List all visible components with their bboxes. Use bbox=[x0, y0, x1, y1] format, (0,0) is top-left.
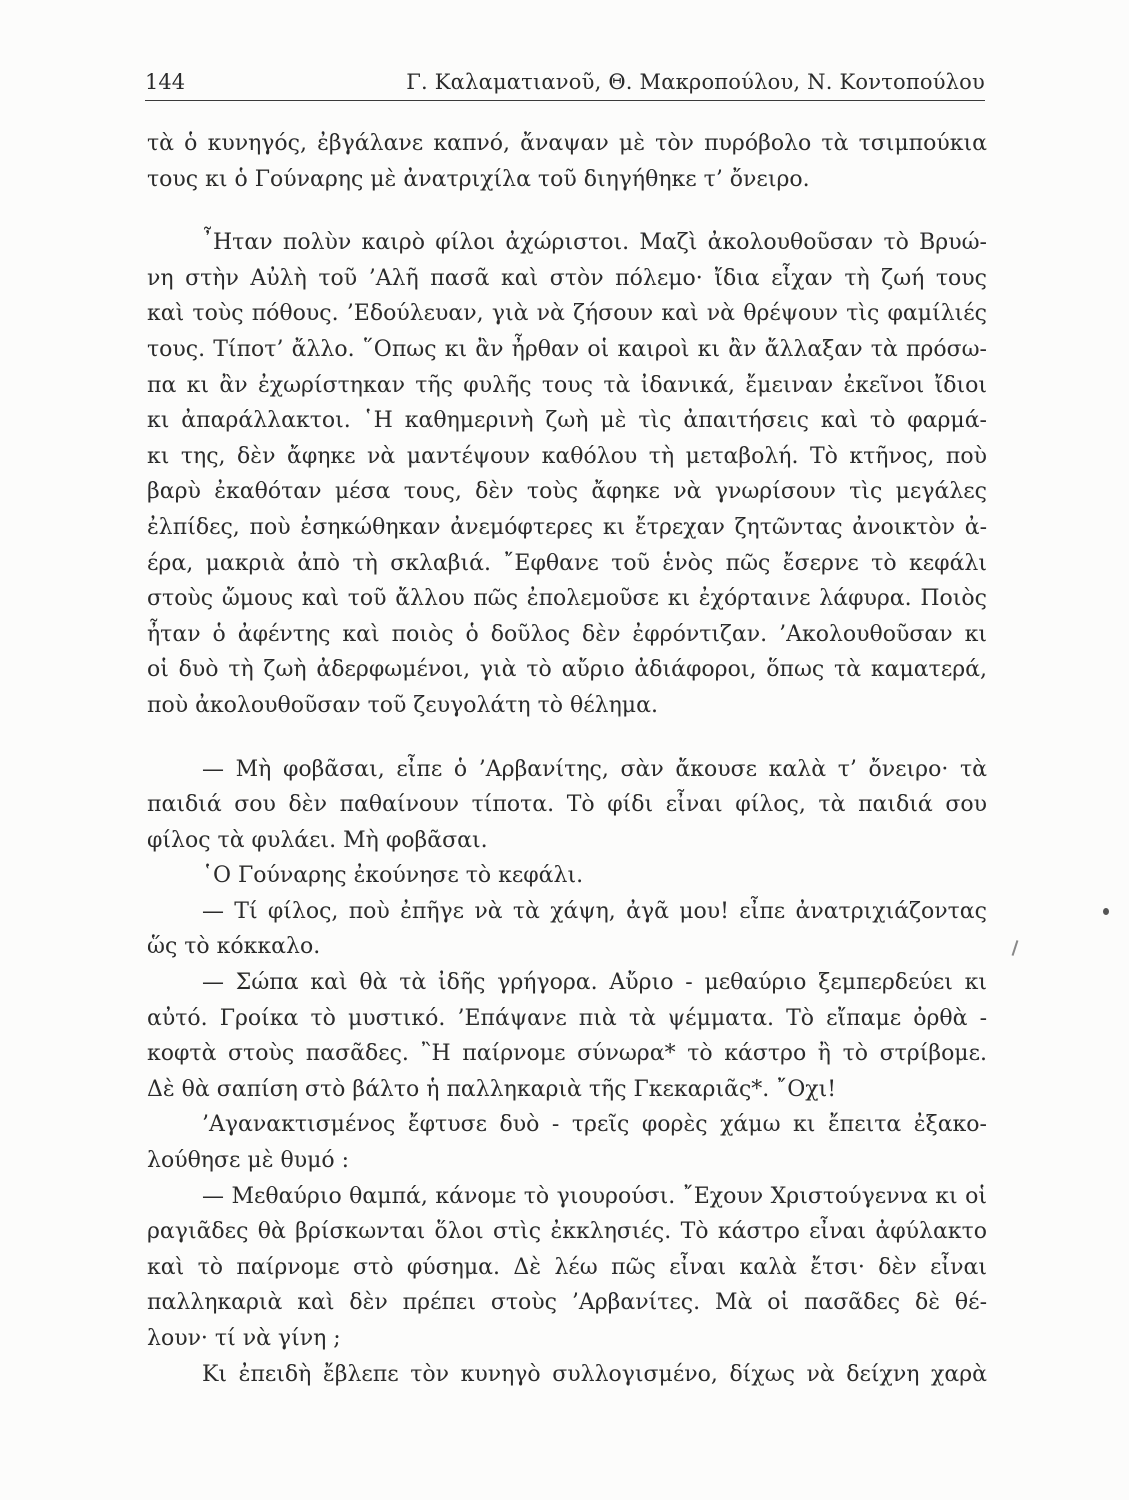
text-line: καὶ τοὺς πόθους. ’Εδούλευαν, γιὰ νὰ ζήσουν καὶ νὰ θρέψουν τὶς φαμίλιές bbox=[147, 301, 987, 327]
text-line: κι της, δὲν ἄφηκε νὰ μαντέψουν καθόλου τὴ μεταβολή. Τὸ κτῆνος, ποὺ bbox=[147, 443, 987, 469]
text-line: έρα, μακριὰ ἀπὸ τὴ σκλαβιά. ῎Εφθανε τοῦ ἑνὸς πῶς ἔσερνε τὸ κεφάλι bbox=[147, 550, 987, 576]
text-line: τους κι ὁ Γούναρης μὲ ἀνατριχίλα τοῦ διηγήθηκε τ’ ὄνειρο. bbox=[147, 166, 810, 192]
text-line: παλληκαριὰ καὶ δὲν πρέπει στοὺς ’Αρβανίτες. Μὰ οἱ πασᾶδες δὲ θέ- bbox=[147, 1290, 987, 1316]
scan-speck bbox=[1103, 908, 1109, 915]
text-line: αὐτό. Γροίκα τὸ μυστικό. ’Επάψανε πιὰ τὰ ψέμματα. Τὸ εἴπαμε ὀρθὰ - bbox=[147, 1005, 987, 1031]
text-line: στοὺς ὤμους καὶ τοῦ ἄλλου πῶς ἐπολεμοῦσε κι ἐχόρταινε λάφυρα. Ποιὸς bbox=[147, 586, 987, 612]
text-line: νη στὴν Αὐλὴ τοῦ ’Αλῆ πασᾶ καὶ στὸν πόλεμο· ἴδια εἶχαν τὴ ζωή τους bbox=[147, 265, 987, 291]
text-line: κι ἀπαράλλακτοι. ῾Η καθημερινὴ ζωὴ μὲ τὶς ἀπαιτήσεις καὶ τὸ φαρμά- bbox=[147, 408, 987, 434]
text-line: ’Αγανακτισμένος ἔφτυσε δυὸ - τρεῖς φορὲς χάμω κι ἔπειτα ἐξακο- bbox=[202, 1112, 987, 1138]
page-header bbox=[145, 66, 985, 101]
text-line: ὥς τὸ κόκκαλο. bbox=[147, 934, 321, 960]
text-line: παιδιά σου δὲν παθαίνουν τίποτα. Τὸ φίδι εἶναι φίλος, τὰ παιδιά σου bbox=[147, 792, 987, 818]
text-line: Κι ἐπειδὴ ἔβλεπε τὸν κυνηγὸ συλλογισμένο, δίχως νὰ δείχνη χαρὰ bbox=[202, 1361, 987, 1387]
text-line: λουν· τί νὰ γίνη ; bbox=[147, 1326, 341, 1351]
text-line: πα κι ἂν ἐχωρίστηκαν τῆς φυλῆς τους τὰ ἰδανικά, ἔμειναν ἐκεῖνοι ἴδιοι bbox=[147, 372, 987, 398]
text-line: ῾Ο Γούναρης ἐκούνησε τὸ κεφάλι. bbox=[202, 863, 584, 889]
text-line: — Σώπα καὶ θὰ τὰ ἰδῆς γρήγορα. Αὔριο - μεθαύριο ξεμπερδεύει κι bbox=[202, 970, 987, 996]
body-text bbox=[147, 126, 987, 1392]
text-line: ραγιᾶδες θὰ βρίσκωνται ὅλοι στὶς ἐκκλησιές. Τὸ κάστρο εἶναι ἀφύλακτο bbox=[147, 1219, 987, 1245]
text-line: — Τί φίλος, ποὺ ἐπῆγε νὰ τὰ χάψη, ἀγᾶ μου! εἶπε ἀνατριχιάζοντας bbox=[202, 898, 987, 924]
text-line: ποὺ ἀκολουθοῦσαν τοῦ ζευγολάτη τὸ θέλημα. bbox=[147, 692, 658, 718]
text-line: λούθησε μὲ θυμό : bbox=[147, 1148, 350, 1174]
text-line: οἱ δυὸ τὴ ζωὴ ἀδερφωμένοι, γιὰ τὸ αὔριο ἀδιάφοροι, ὅπως τὰ καματερά, bbox=[147, 657, 987, 683]
running-head: Γ. Καλαματιανοῦ, Θ. Μακροπούλου, Ν. Κοντοπούλου bbox=[406, 70, 985, 94]
text-line: τὰ ὁ κυνηγός, ἐβγάλανε καπνό, ἄναψαν μὲ τὸν πυρόβολο τὰ τσιμπούκια bbox=[147, 131, 987, 156]
text-line: ἐλπίδες, ποὺ ἐσηκώθηκαν ἀνεμόφτερες κι ἔτρεχαν ζητῶντας ἀνοικτὸν ἀ- bbox=[147, 514, 987, 540]
text-line: ἦταν ὁ ἀφέντης καὶ ποιὸς ὁ δοῦλος δὲν ἐφρόντιζαν. ’Ακολουθοῦσαν κι bbox=[147, 621, 987, 647]
text-line: Δὲ θὰ σαπίση στὸ βάλτο ἡ παλληκαριὰ τῆς Γκεκαριᾶς*. ῎Οχι! bbox=[147, 1076, 837, 1102]
text-line: βαρὺ ἐκαθόταν μέσα τους, δὲν τοὺς ἄφηκε νὰ γνωρίσουν τὶς μεγάλες bbox=[147, 479, 987, 505]
text-line: — Μὴ φοβᾶσαι, εἶπε ὁ ’Αρβανίτης, σὰν ἄκουσε καλὰ τ’ ὄνειρο· τὰ bbox=[202, 756, 987, 782]
text-line: — Μεθαύριο θαμπά, κάνομε τὸ γιουρούσι. ῎Εχουν Χριστούγεννα κι οἱ bbox=[202, 1183, 987, 1209]
text-line: τους. Τίποτ’ ἄλλο. ῞Οπως κι ἂν ἦρθαν οἱ καιροὶ κι ἂν ἄλλαξαν τὰ πρόσω- bbox=[147, 336, 987, 362]
text-line: ῏Ηταν πολὺν καιρὸ φίλοι ἀχώριστοι. Μαζὶ ἀκολουθοῦσαν τὸ Βρυώ- bbox=[202, 230, 987, 256]
scan-mark bbox=[1012, 940, 1019, 956]
text-line: κοφτὰ στοὺς πασᾶδες. ῍Η παίρνομε σύνωρα* τὸ κάστρο ἢ τὸ στρίβομε. bbox=[147, 1041, 987, 1067]
page-number: 144 bbox=[145, 70, 186, 94]
text-line: καὶ τὸ παίρνομε στὸ φύσημα. Δὲ λέω πῶς εἶναι καλὰ ἔτσι· δὲν εἶναι bbox=[147, 1254, 987, 1280]
text-line: φίλος τὰ φυλάει. Μὴ φοβᾶσαι. bbox=[147, 827, 488, 853]
